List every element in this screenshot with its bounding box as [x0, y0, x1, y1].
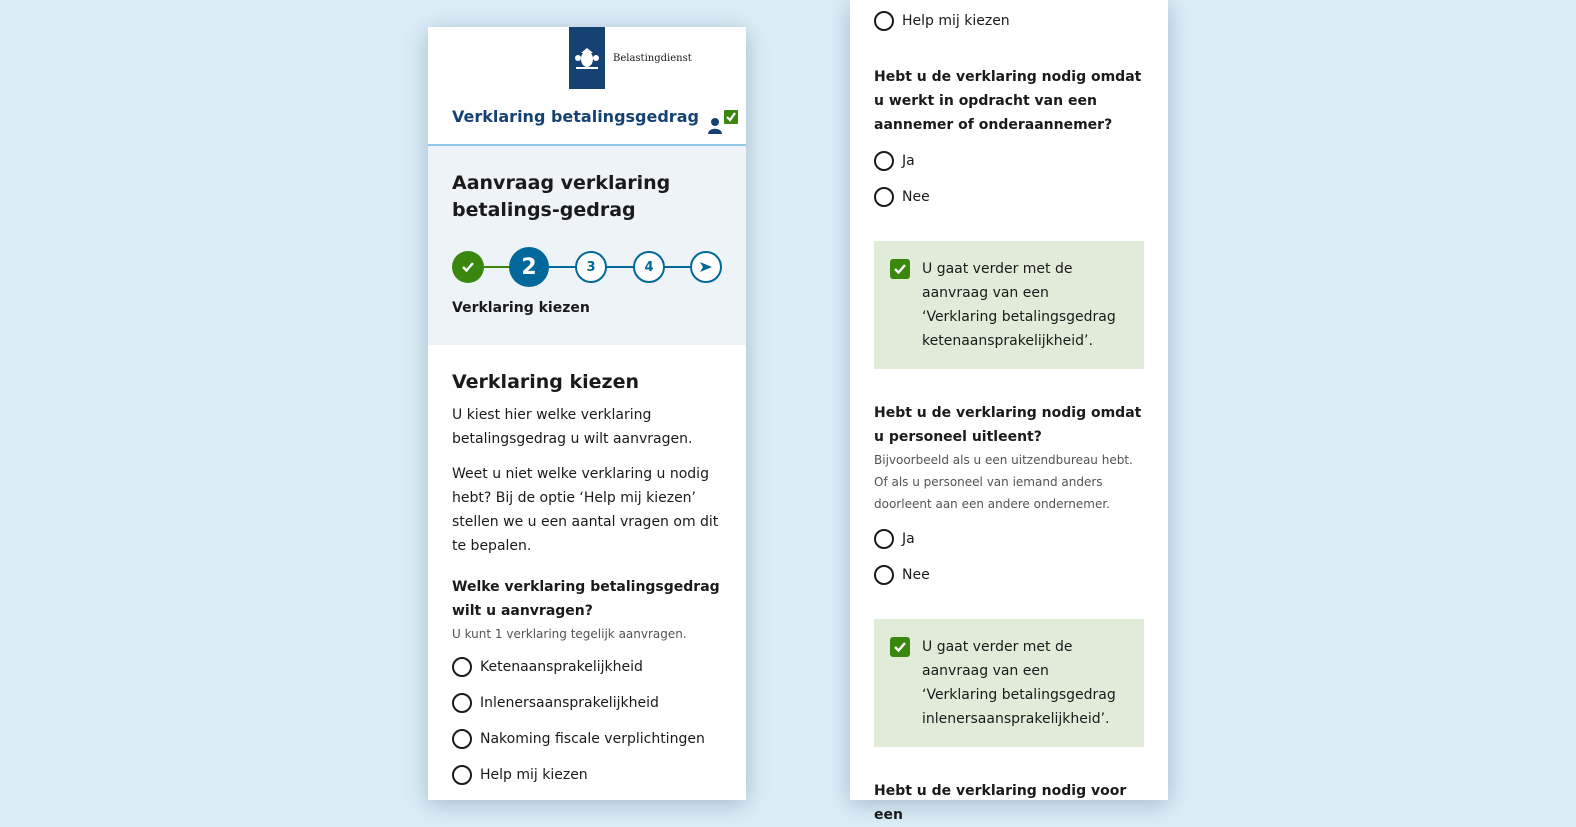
radio-button[interactable]	[874, 529, 894, 549]
radio-button[interactable]	[452, 693, 472, 713]
radio-label: Nee	[902, 567, 930, 583]
question-label: Hebt u de verklaring nodig omdat u werkt in opdracht van een aannemer of onderaannemer?	[874, 69, 1142, 133]
radio-button[interactable]	[452, 657, 472, 677]
current-step-label: Verklaring kiezen	[452, 300, 590, 316]
main-content-continued	[850, 3, 1168, 827]
step-connector	[547, 266, 697, 268]
phone-screen-left	[428, 27, 746, 800]
radio-option[interactable]	[452, 721, 722, 757]
radio-option[interactable]	[874, 3, 1144, 39]
step-2-current: 2	[509, 247, 549, 287]
radio-option[interactable]	[874, 179, 1144, 215]
send-arrow-icon	[699, 261, 713, 273]
step-final	[690, 251, 722, 283]
page-title: Aanvraag verklaring betalings-gedrag	[452, 172, 671, 221]
brand-name: Belastingdienst	[613, 53, 692, 64]
main-content	[428, 345, 746, 793]
checkmark-icon	[461, 261, 475, 273]
info-notice	[874, 619, 1144, 747]
app-title[interactable]: Verklaring betalingsgedrag	[452, 107, 699, 126]
radio-label: Ja	[902, 153, 915, 169]
question-label: Hebt u de verklaring nodig voor een	[874, 783, 1127, 823]
header-logo-row	[428, 27, 746, 89]
radio-label: Help mij kiezen	[902, 13, 1010, 29]
radio-label: Nee	[902, 189, 930, 205]
question-label: Hebt u de verklaring nodig omdat u personeel uitleent?	[874, 405, 1142, 445]
question-hint: U kunt 1 verklaring tegelijk aanvragen.	[452, 627, 687, 641]
section-heading: Verklaring kiezen	[452, 371, 640, 393]
radio-label: Ja	[902, 531, 915, 547]
notice-text: U gaat verder met de aanvraag van een ‘Verklaring betalingsgedrag ketenaansprakelijkheid’.	[922, 261, 1116, 349]
progress-stepper	[452, 246, 724, 288]
phone-screen-right	[850, 0, 1168, 823]
success-check-icon	[890, 637, 910, 657]
radio-label: Nakoming fiscale verplichtingen	[480, 731, 705, 747]
step-3: 3	[575, 251, 607, 283]
radio-option[interactable]	[452, 685, 722, 721]
radio-option[interactable]	[874, 557, 1144, 593]
radio-label: Ketenaansprakelijkheid	[480, 659, 643, 675]
radio-option[interactable]	[874, 521, 1144, 557]
logged-in-user-icon[interactable]	[706, 108, 740, 136]
radio-button[interactable]	[874, 187, 894, 207]
intro-paragraph-2: Weet u niet welke verklaring u nodig hebt? Bij de optie ‘Help mij kiezen’ stellen we u een aantal vragen om dit te bepalen.	[452, 466, 719, 554]
info-notice	[874, 241, 1144, 369]
radio-label: Inlenersaansprakelijkheid	[480, 695, 659, 711]
radio-button[interactable]	[452, 729, 472, 749]
question-label: Welke verklaring betalingsgedrag wilt u aanvragen?	[452, 579, 720, 619]
radio-button[interactable]	[452, 765, 472, 785]
radio-button[interactable]	[874, 11, 894, 31]
radio-option[interactable]	[874, 143, 1144, 179]
step-4: 4	[633, 251, 665, 283]
radio-label: Help mij kiezen	[480, 767, 588, 783]
progress-hero	[428, 146, 746, 345]
step-connector-done	[482, 266, 512, 268]
radio-option[interactable]	[452, 649, 722, 685]
radio-option[interactable]	[452, 757, 722, 793]
rijksoverheid-logo-icon	[569, 27, 605, 89]
step-1-done	[452, 251, 484, 283]
radio-button[interactable]	[874, 151, 894, 171]
success-check-icon	[890, 259, 910, 279]
notice-text: U gaat verder met de aanvraag van een ‘Verklaring betalingsgedrag inlenersaansprakelijkheid’.	[922, 639, 1116, 727]
radio-button[interactable]	[874, 565, 894, 585]
question-hint: Bijvoorbeeld als u een uitzendbureau hebt. Of als u personeel van iemand anders doorleent aan een andere ondernemer.	[874, 453, 1133, 511]
app-titlebar	[428, 89, 746, 146]
intro-paragraph-1: U kiest hier welke verklaring betalingsgedrag u wilt aanvragen.	[452, 407, 693, 447]
